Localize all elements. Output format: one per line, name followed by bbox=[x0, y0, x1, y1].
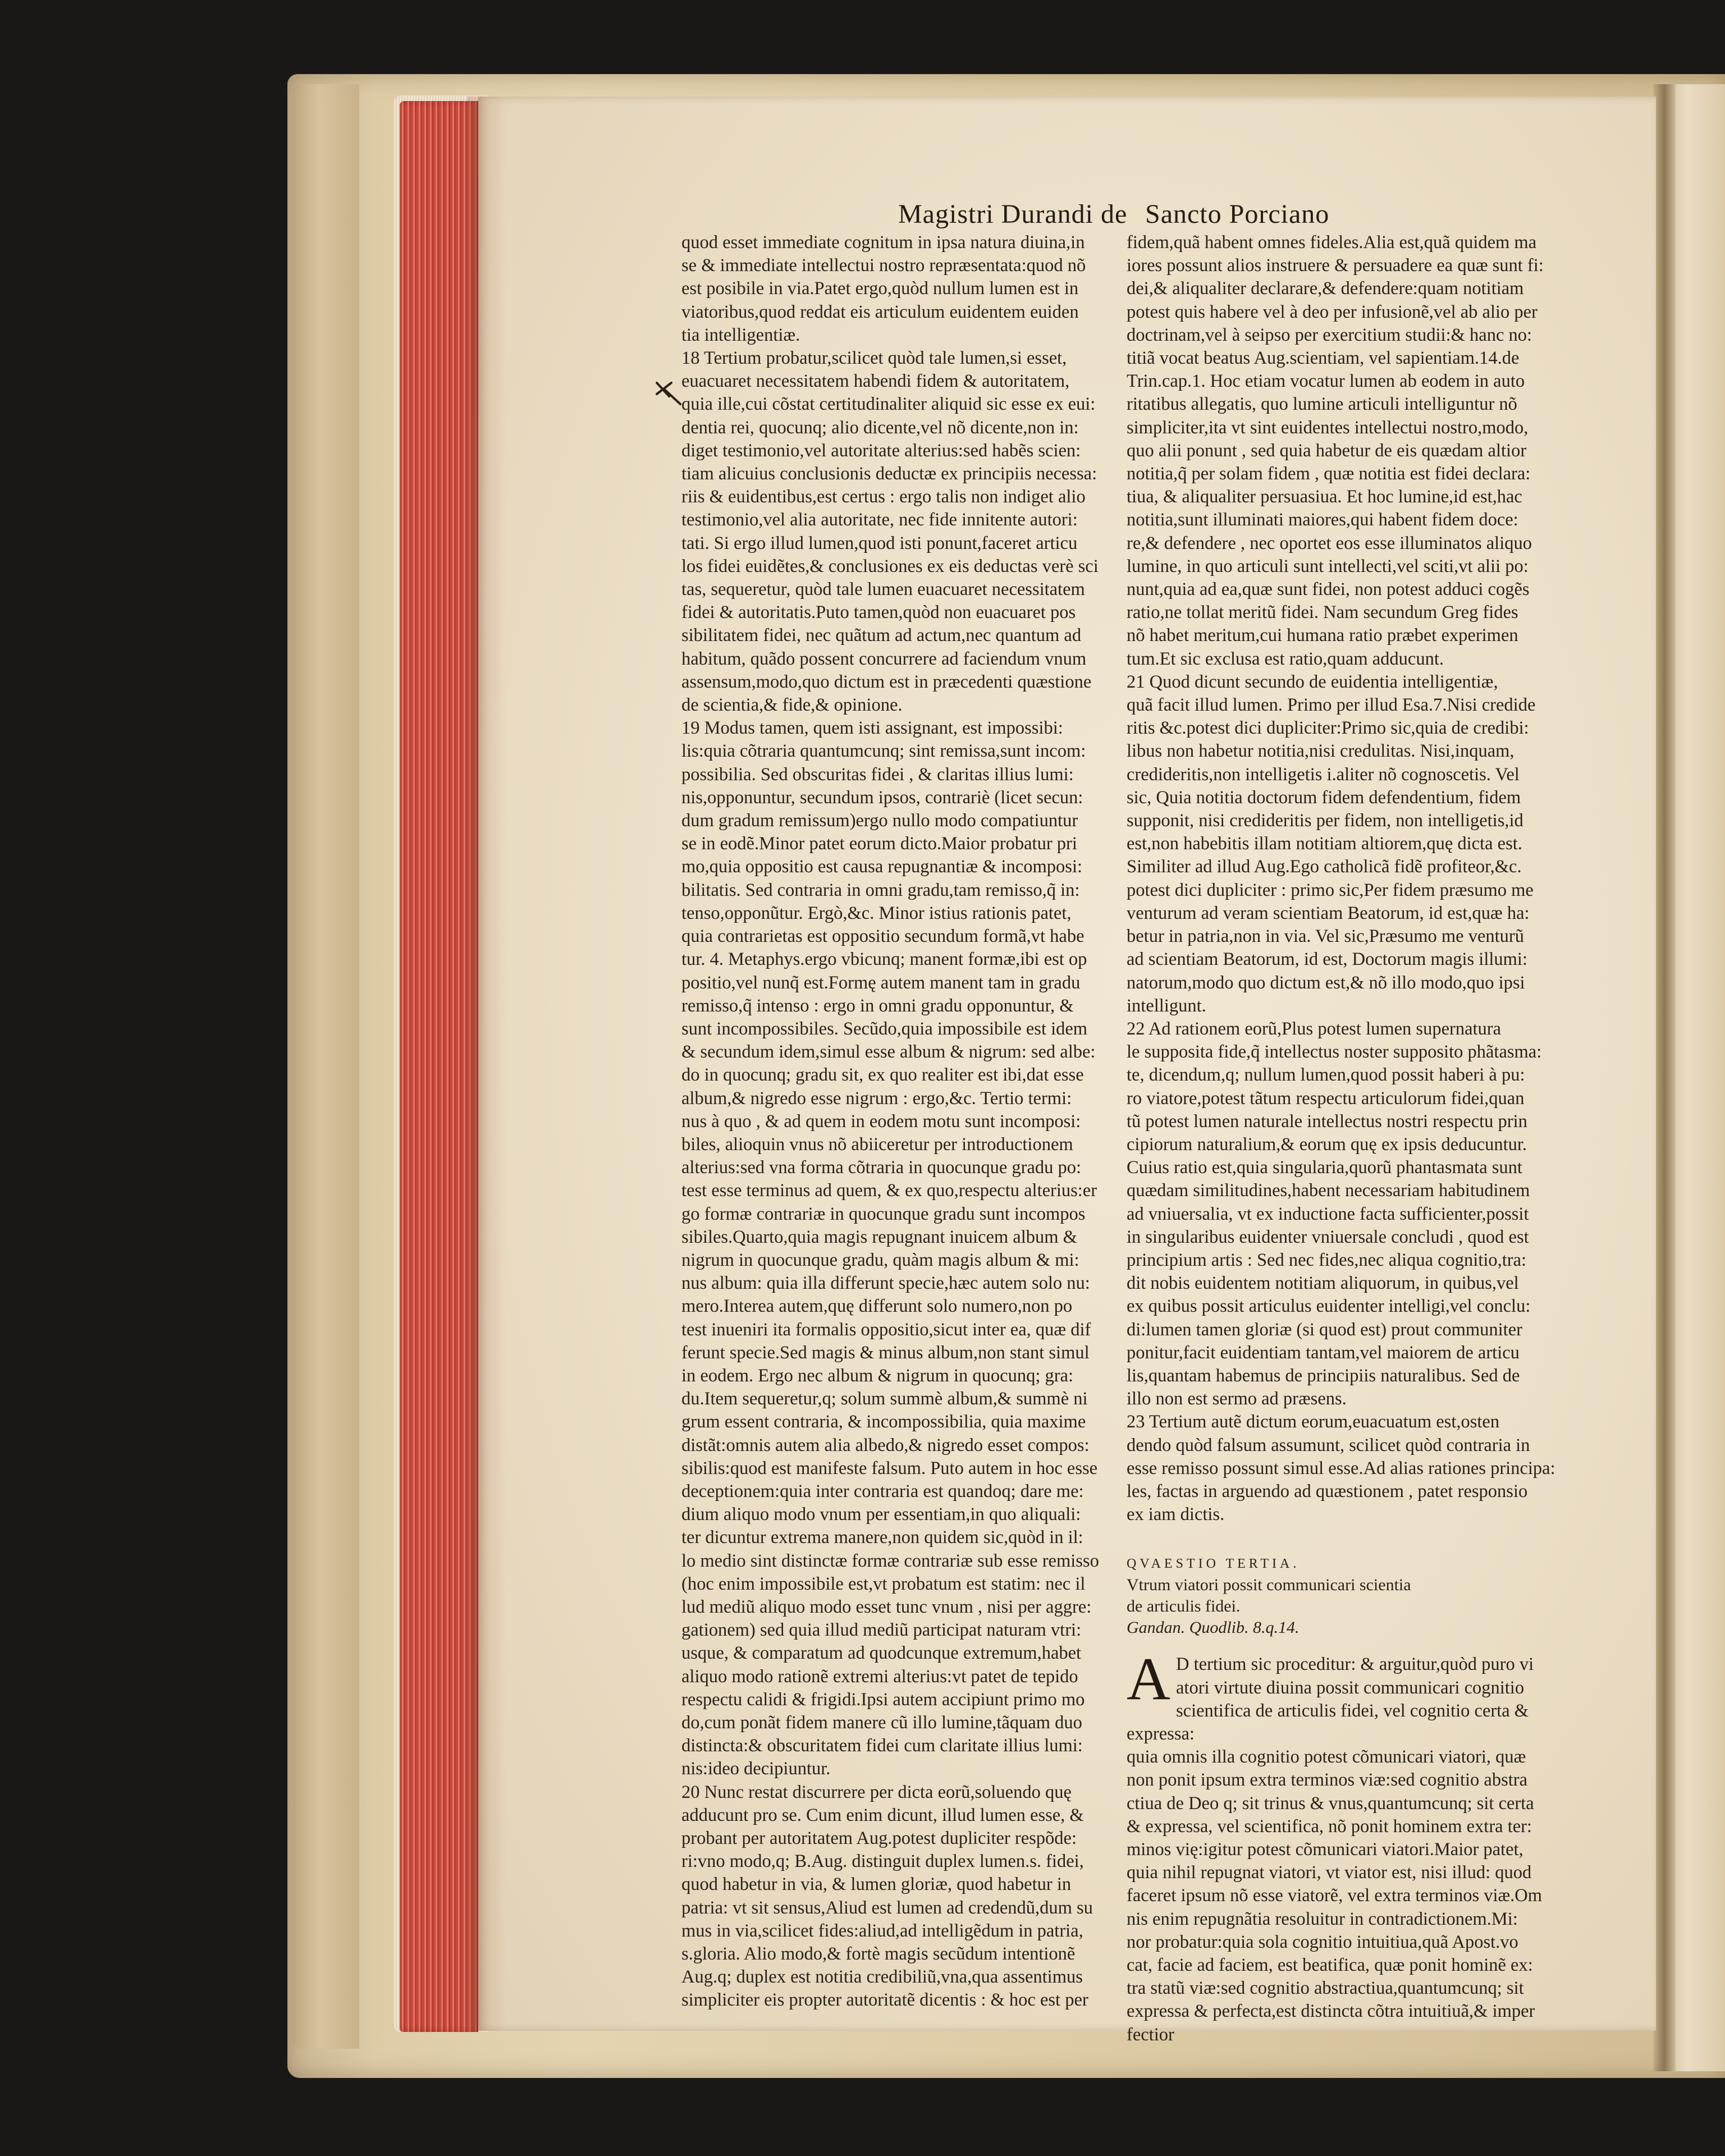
running-head-right: Sancto Porciano bbox=[1145, 199, 1330, 229]
page-stain bbox=[467, 97, 506, 2031]
book-gutter bbox=[1653, 84, 1676, 2071]
paragraph: 23 Tertium autẽ dictum eorum,euacuatum est,osten dendo quòd falsum assumunt, scilicet quòd contraria in esse remisso possunt simul esse.Ad alias rationes principa: les, factas in arguendo ad quæstionem , patet responsio ex iam dictis. bbox=[1127, 1412, 1555, 1525]
vellum-spine bbox=[292, 84, 359, 2049]
paragraph: 19 Modus tamen, quem isti assignant, est impossibi: lis:quia cõtraria quantumcunq; sint remissa,sunt incom: possibilia. Sed obscuritas fidei , & claritas illius lumi: nis,opponuntur, secundum ipsos, contrariè (licet secun: dum gradum remissum)ergo nullo modo compatiuntur se in eodẽ.Minor patet eorum dicto.Maior probatur pri mo,quia oppositio est causa repugnantiæ & incomposi: bilitatis. Sed contraria in omni gradu,tam remisso,q̃ in: tenso,opponũtur. Ergò,&c. Minor istius rationis patet, quia contrarietas est oppositio secundum formã,vt habe tur. 4. Metaphys.ergo vbicunq; manent formæ,ibi est op positio,vel nunq̃ est.Formę autem manent tam in gradu remisso,q̃ intenso : ergo in omni gradu opponuntur, & sunt incompossibiles. Secũdo,quia impossibile est idem & secundum idem,simul esse album & nigrum: sed albe: do in quocunq; gradu sit, ex quo realiter est ibi,dat esse album,& nigredo esse nigrum : ergo,&c. Tertio termi: nus à quo , & ad quem in eodem motu sunt incomposi: biles, alioquin vnus nõ abiiceretur per introductionem alterius:sed vna forma cõtraria in quocunque gradu po: test esse terminus ad quem, & ex quo,respectu alterius:er go formæ contrariæ in quocunque gradu sunt incompos sibiles.Quarto,quia magis repugnant inuicem album & nigrum in quocunque gradu, quàm magis album & mi: nus album: quia illa differunt specie,hæc autem solo nu: mero.Interea autem,quę differunt solo numero,non po test inueniri ita formalis oppositio,sicut inter ea, quæ dif ferunt specie.Sed magis & minus album,non stant simul in eodem. Ergo nec album & nigrum in quocunq; gra: du.Item sequeretur,q; solum summè album,& summè ni grum essent contraria, & incompossibilia, quia maxime distãt:omnis autem alia albedo,& nigredo esset compos: sibilis:quod est manifeste falsum. Puto autem in hoc esse deceptionem:quia inter contraria est quandoq; dare me: dium aliquo modo vnum per essentiam,in quo aliquali: ter dicuntur extrema manere,non quidem sic,quòd in il: lo medio sint distinctæ formæ contrariæ sub esse remisso (hoc enim impossibile est,vt probatum est statim: nec il lud mediũ aliquo modo esset tunc vnum , nisi per aggre: gationem) sed quia illud mediũ participat naturam vtri: usque, & comparatum ad quodcunque extremum,habet aliquo modo rationẽ extremi alterius:vt patet de tepido respectu calidi & frigidi.Ipsi autem accipiunt primo mo do,cum ponãt fidem manere cũ illo lumine,tãquam duo distincta:& obscuritatem fidei cum claritate illius lumi: nis:ideo decipiuntur. bbox=[681, 718, 1099, 1779]
paragraph: 21 Quod dicunt secundo de euidentia intelligentiæ, quã facit illud lumen. Primo per illud Esa.7.Nisi credide ritis &c.potest dici dupliciter:Primo sic,quia de credibi: libus non habetur notitia,nisi credulitas. Nisi,inquam, credideritis,non intelligetis i.aliter nõ cognoscetis. Vel sic, Quia notitia doctorum fidem defendentium, fidem supponit, nisi credideritis per fidem, non intelligetis,id est,non habebitis illam notitiam altiorem,quę dicta est. Similiter ad illud Aug.Ego catholicã fidẽ profiteor,&c. potest dici dupliciter : primo sic,Per fidem præsumo me venturum ad veram scientiam Beatorum, id est,quæ ha: betur in patria,non in via. Vel sic,Præsumo me venturũ ad scientiam Beatorum, id est, Doctorum magis illumi: natorum,modo quo dictum est,& nõ illo modo,quo ipsi intelligunt. bbox=[1127, 671, 1536, 1016]
paragraph: 20 Nunc restat discurrere per dicta eorũ,soluendo quę adducunt pro se. Cum enim dicunt, illud lumen esse, & probant per autoritatem Aug.potest dupliciter respõde: ri:vno modo,q; B.Aug. distinguit duplex lumen.s. fidei, quod habetur in via, & lumen gloriæ, quod habetur in patria: vt sit sensus,Aliud est lumen ad credendũ,dum su mus in via,scilicet fides:aliud,ad intelligẽdum in patria, s.gloria. Alio modo,& fortè magis secũdum intentionẽ Aug.q; duplex est notitia credibiliũ,vna,qua assentimus simpliciter eis propter autoritatẽ dicentis : & hoc est per bbox=[681, 1782, 1093, 2011]
right-column bbox=[1127, 231, 1578, 2045]
question-heading bbox=[1127, 1553, 1578, 1638]
paragraph: 18 Tertium probatur,scilicet quòd tale lumen,si esset, euacuaret necessitatem habendi fidem & autoritatem, quia ille,cui cõstat certitudinaliter aliquid sic esse ex eui: dentia rei, quocunq; alio dicente,vel nõ dicente,non in: diget testimonio,vel autoritate alterius:sed habẽs scien: tiam alicuius conclusionis deductæ ex principiis necessa: riis & euidentibus,est certus : ergo talis non indiget alio testimonio,vel alia autoritate, nec fide innitente autori: tati. Si ergo illud lumen,quod isti ponunt,faceret articu los fidei euidẽtes,& conclusiones ex eis deductas verè sci tas, sequeretur, quòd tale lumen euacuaret necessitatem fidei & autoritatis.Puto tamen,quòd non euacuaret pos sibilitatem fidei, nec quãtum ad actum,nec quantum ad habitum, quãdo possent concurrere ad faciendum vnum assensum,modo,quo dictum est in præcedenti quæstione de scientia,& fide,& opinione. bbox=[681, 348, 1099, 716]
question-subtitle: Vtrum viatori possit communicari scientia de articulis fidei. bbox=[1127, 1576, 1411, 1616]
question-title: QVAESTIO TERTIA. bbox=[1127, 1557, 1300, 1572]
book-page bbox=[478, 97, 1656, 2045]
opening-paragraph-text: D tertium sic proceditur: & arguitur,quòd puro vi atori virtute diuina possit communicari cognitio scientifica de articulis fidei, vel cognitio certa & expressa: quia omnis illa cognitio potest cõmunicari viatori, quæ non ponit ipsum extra terminos viæ:sed cognitio abstra ctiua de Deo q; sit trinus & vnus,quantumcunq; sit certa & expressa, vel scientifica, nõ ponit hominem extra ter: minos vię:igitur potest cõmunicari viatori.Maior patet, quia nihil repugnat viatori, vt viator est, nisi illud: quod faceret ipsum nõ esse viatorẽ, vel extra terminos viæ.Om nis enim repugnãtia resoluitur in contradictionem.Mi: nor probatur:quia sola cognitio intuitiua,quã Apost.vo cat, facie ad faciem, est beatifica, quæ ponit hominẽ ex: tra statũ viæ:sed cognitio abstractiua,quantumcunq; sit expressa & perfecta,est distincta cõtra intuitiuã,& imper fectior bbox=[1127, 1654, 1543, 2045]
paragraph: quod esset immediate cognitum in ipsa natura diuina,in se & immediate intellectui nostro repræsentata:quod nõ est posibile in via.Patet ergo,quòd nullum lumen est in viatoribus,quod reddat eis articulum euidentem euiden tia intelligentiæ. bbox=[681, 232, 1086, 345]
paragraph: fidem,quã habent omnes fideles.Alia est,quã quidem ma iores possunt alios instruere & persuadere ea quæ sunt fi: dei,& aliqualiter declarare,& defendere:quam notitiam potest quis habere vel à deo per infusionẽ,vel ab alio per doctrinam,vel à seipso per exercitium studii:& hanc no: titiã vocat beatus Aug.scientiam, vel sapientiam.14.de Trin.cap.1. Hoc etiam vocatur lumen ab eodem in auto ritatibus allegatis, quo lumine articuli intelliguntur nõ simpliciter,ita vt sint euidentes intellectui nostro,modo, quo alii ponunt , sed quia habetur de eis quædam altior notitia,q̃ per solam fidem , quæ notitia est fidei declara: tiua, & aliqualiter persuasiua. Et hoc lumine,id est,hac notitia,sunt illuminati maiores,qui habent fidem doce: re,& defendere , nec oportet eos esse illuminatos aliquo lumine, in quo articuli sunt intellecti,vel sciti,vt alii po: nunt,quia ad ea,quæ sunt fidei, non potest adduci cogẽs ratio,ne tollat meritũ fidei. Nam secundum Greg fides nõ habet meritum,cui humana ratio præbet experimen tum.Et sic exclusa est ratio,quam adducunt. bbox=[1127, 232, 1544, 669]
left-column bbox=[681, 231, 1133, 2011]
opening-paragraph bbox=[1127, 1646, 1578, 2046]
red-page-edge bbox=[400, 101, 478, 2032]
manicule-mark-icon bbox=[652, 377, 686, 411]
drop-cap-initial: A bbox=[1127, 1646, 1170, 1713]
running-head-left: Magistri Durandi de bbox=[898, 199, 1128, 229]
paragraph: 22 Ad rationem eorũ,Plus potest lumen supernatura le supposita fide,q̃ intellectus noster supposito phãtasma: te, dicendum,q; nullum lumen,quod possit haberi à pu: ro viatore,potest tãtum respectu articulorum fidei,quan tũ potest lumen naturale intellectus nostri respectu prin cipiorum naturalium,& eorum quę ex ipsis deducuntur. Cuius ratio est,quia singularia,quorũ phantasmata sunt quædam similitudines,habent necessariam habitudinem ad vniuersalia, vt ex inductione facta sufficienter,possit in singularibus euidenter vniuersale concludi , quod est principium artis : Sed nec fides,nec aliqua cognitio,tra: dit nobis euidentem notitiam aliquorum, in quibus,vel ex quibus possit articulus euidenter intelligi,vel conclu: di:lumen tamen gloriæ (si quod est) prout communiter ponitur,facit euidentiam tantam,vel maiorem de articu lis,quantam habemus de principiis naturalibus. Sed de illo non est sermo ad præsens. bbox=[1127, 1018, 1542, 1409]
question-reference: Gandan. Quodlib. 8.q.14. bbox=[1127, 1618, 1300, 1637]
